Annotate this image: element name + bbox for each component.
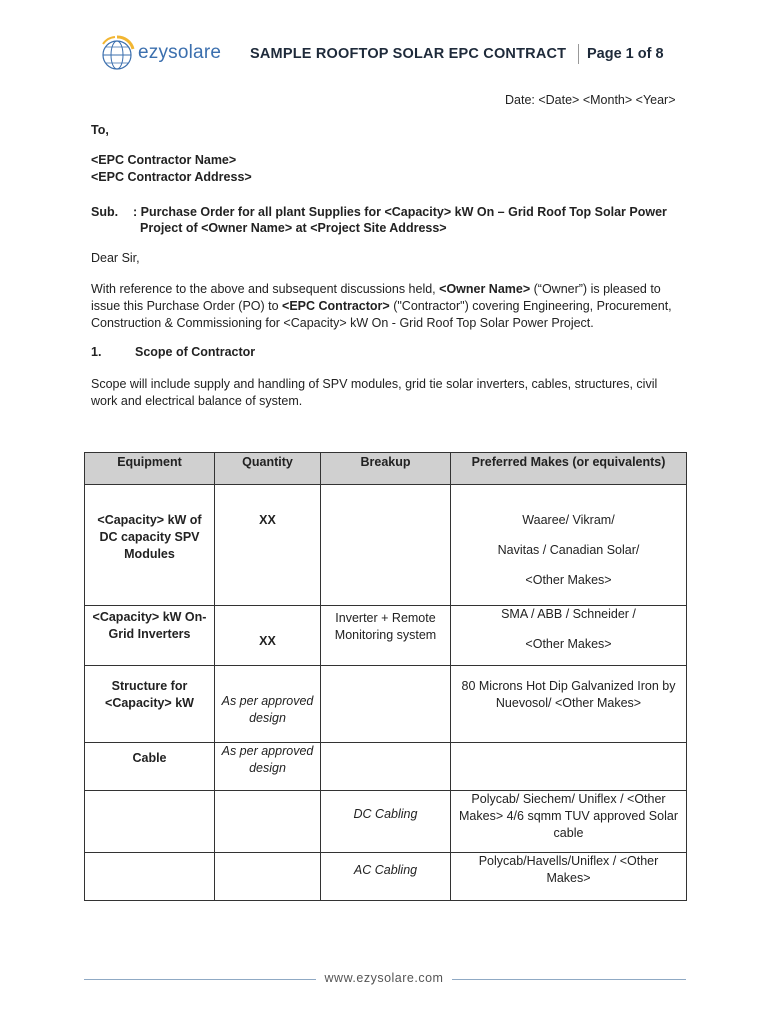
to-label: To, [91, 123, 109, 137]
table-row [85, 743, 687, 791]
scope-paragraph: Scope will include supply and handling of SPV modules, grid tie solar inverters, cables, structures, civil work and electrical balance of system. [91, 377, 658, 408]
cell-makes [451, 606, 687, 666]
document-title: SAMPLE ROOFTOP SOLAR EPC CONTRACT [250, 46, 567, 62]
cell-quantity: As per approved design [215, 666, 321, 743]
intro-text-2: (“Owner”) is pleased to issue this Purchase Order (PO) to [91, 282, 661, 313]
cell-equipment: Cable [85, 743, 215, 791]
cell-breakup: AC Cabling [321, 853, 451, 901]
cell-makes [451, 743, 687, 791]
cell-makes: 80 Microns Hot Dip Galvanized Iron by Nuevosol/ <Other Makes> [451, 666, 687, 743]
salutation: Dear Sir, [91, 251, 140, 265]
page-indicator: Page 1 of 8 [587, 46, 664, 62]
cell-equipment: <Capacity> kW of DC capacity SPV Modules [85, 485, 215, 606]
make-line: <Other Makes> [525, 573, 612, 587]
contractor-address: <EPC Contractor Address> [91, 170, 252, 184]
table-row [85, 606, 687, 666]
cell-equipment: Structure for <Capacity> kW [85, 666, 215, 743]
footer-url[interactable]: www.ezysolare.com [324, 971, 444, 985]
section-title: Scope of Contractor [135, 345, 256, 359]
make-line: SMA / ABB / Schneider / [501, 607, 636, 621]
cell-breakup [321, 743, 451, 791]
table-header-row [85, 453, 687, 485]
header-divider [578, 44, 579, 64]
make-line: Navitas / Canadian Solar/ [497, 543, 640, 557]
header-preferred-makes: Preferred Makes (or equivalents) [451, 453, 687, 485]
owner-name: <Owner Name> [439, 282, 531, 296]
cell-quantity [215, 853, 321, 901]
cell-equipment [85, 791, 215, 853]
make-line: Waaree/ Vikram/ [522, 513, 615, 527]
table-row [85, 791, 687, 853]
cell-quantity: XX [215, 485, 321, 606]
subject-line-2: Project of <Owner Name> at <Project Site Address> [140, 221, 447, 235]
header-breakup: Breakup [321, 453, 451, 485]
cell-makes: Polycab/ Siechem/ Uniflex / <Other Makes> 4/6 sqmm TUV approved Solar cable [451, 791, 687, 853]
table-row [85, 666, 687, 743]
intro-text-3: ("Contractor") covering Engineering, Procurement, Construction & Commissioning for <Capacity> kW On - Grid Roof Top Solar Power Project. [91, 299, 672, 330]
subject-line-1: : Purchase Order for all plant Supplies for <Capacity> kW On – Grid Roof Top Solar Power [133, 205, 667, 219]
scope-table [84, 452, 687, 901]
cell-breakup: Inverter + Remote Monitoring system [321, 606, 451, 666]
cell-equipment [85, 853, 215, 901]
company-logo [98, 34, 228, 78]
cell-equipment: <Capacity> kW On-Grid Inverters [85, 606, 215, 666]
cell-breakup [321, 485, 451, 606]
cell-quantity: As per approved design [215, 743, 321, 791]
epc-contractor: <EPC Contractor> [282, 299, 390, 313]
date-line: Date: <Date> <Month> <Year> [505, 93, 676, 107]
cell-quantity: XX [215, 606, 321, 666]
cell-makes [451, 485, 687, 606]
intro-text-1: With reference to the above and subsequent discussions held, [91, 282, 440, 296]
subject-label: Sub. [91, 205, 119, 219]
table-row [85, 853, 687, 901]
logo-text: ezysolare [138, 42, 222, 63]
header-quantity: Quantity [215, 453, 321, 485]
sun-globe-icon [98, 34, 136, 74]
cell-breakup [321, 666, 451, 743]
contractor-name: <EPC Contractor Name> [91, 153, 237, 167]
table-row [85, 485, 687, 606]
section-number: 1. [91, 345, 102, 359]
intro-paragraph [91, 281, 676, 332]
make-line: <Other Makes> [525, 637, 612, 651]
header-equipment: Equipment [85, 453, 215, 485]
cell-makes: Polycab/Havells/Uniflex / <Other Makes> [451, 853, 687, 901]
cell-breakup: DC Cabling [321, 791, 451, 853]
cell-quantity [215, 791, 321, 853]
